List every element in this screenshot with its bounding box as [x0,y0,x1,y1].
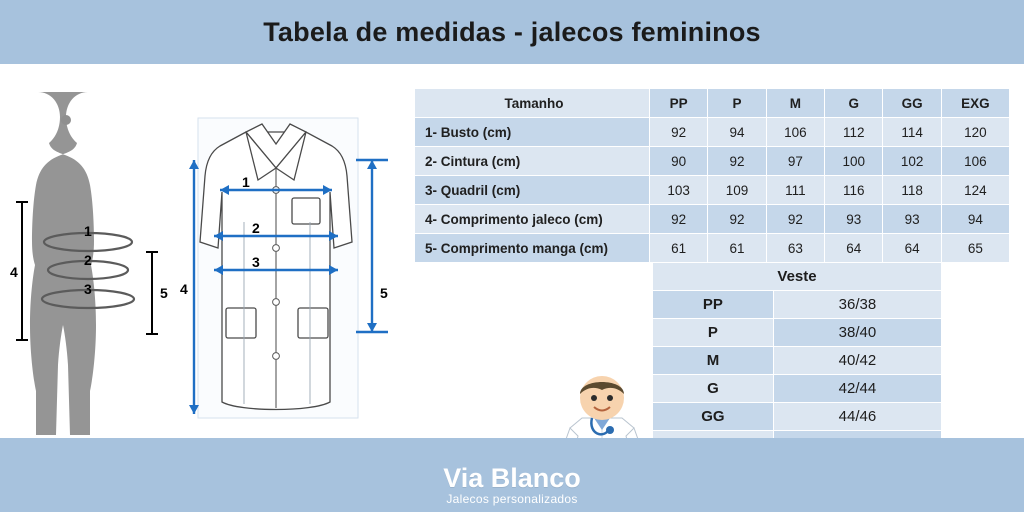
cell-cintura-exg: 106 [941,147,1009,176]
cell-jaleco-g: 93 [825,205,883,234]
cell-cintura-g: 100 [825,147,883,176]
cell-quadril-g: 116 [825,176,883,205]
table-row [415,176,1010,205]
cell-manga-g: 64 [825,234,883,263]
cell-jaleco-p: 92 [708,205,766,234]
measurement-illustration [0,64,400,438]
coat-marker-1: 1 [242,174,250,190]
coat-marker-5: 5 [380,285,388,301]
table-header-row [415,89,1010,118]
page-header [0,0,1024,64]
lab-coat-technical-drawing [180,72,400,442]
veste-size-p: P [653,319,774,347]
veste-size-g: G [653,375,774,403]
cell-quadril-exg: 124 [941,176,1009,205]
cell-manga-m: 63 [766,234,824,263]
cell-quadril-p: 109 [708,176,766,205]
row-label-cintura: 2- Cintura (cm) [415,147,650,176]
cell-manga-p: 61 [708,234,766,263]
row-label-comprimento-manga: 5- Comprimento manga (cm) [415,234,650,263]
header-size-pp: PP [650,89,708,118]
table-row [415,147,1010,176]
coat-marker-2: 2 [252,220,260,236]
header-size-gg: GG [883,89,941,118]
female-silhouette-figure [10,84,180,444]
cell-jaleco-exg: 94 [941,205,1009,234]
table-row [653,347,942,375]
cell-busto-pp: 92 [650,118,708,147]
cell-quadril-gg: 118 [883,176,941,205]
cell-busto-g: 112 [825,118,883,147]
header-size-m: M [766,89,824,118]
veste-value-gg: 44/46 [773,403,941,431]
coat-marker-4: 4 [180,281,188,297]
cell-manga-exg: 65 [941,234,1009,263]
cell-cintura-pp: 90 [650,147,708,176]
silhouette-marker-5: 5 [160,285,168,301]
coat-marker-3: 3 [252,254,260,270]
brand-tagline: Jalecos personalizados [446,492,578,506]
cell-cintura-p: 92 [708,147,766,176]
silhouette-marker-4: 4 [10,264,18,280]
page-title: Tabela de medidas - jalecos femininos [263,16,761,47]
table-row [415,118,1010,147]
measurements-table [414,88,1010,263]
veste-value-pp: 36/38 [773,291,941,319]
cell-jaleco-m: 92 [766,205,824,234]
row-label-busto: 1- Busto (cm) [415,118,650,147]
veste-value-g: 42/44 [773,375,941,403]
silhouette-marker-2: 2 [84,252,92,268]
cell-cintura-gg: 102 [883,147,941,176]
veste-size-gg: GG [653,403,774,431]
silhouette-marker-3: 3 [84,281,92,297]
veste-value-p: 38/40 [773,319,941,347]
table-row [653,375,942,403]
veste-value-m: 40/42 [773,347,941,375]
header-size-g: G [825,89,883,118]
cell-quadril-m: 111 [766,176,824,205]
veste-table [652,262,942,459]
cell-quadril-pp: 103 [650,176,708,205]
cell-jaleco-pp: 92 [650,205,708,234]
brand-block [0,464,1024,506]
veste-header-row [653,263,942,291]
cell-busto-m: 106 [766,118,824,147]
table-row [653,403,942,431]
cell-cintura-m: 97 [766,147,824,176]
header-tamanho: Tamanho [415,89,650,118]
header-size-p: P [708,89,766,118]
table-row [415,205,1010,234]
veste-title: Veste [653,263,942,291]
cell-busto-p: 94 [708,118,766,147]
cell-manga-gg: 64 [883,234,941,263]
cell-manga-pp: 61 [650,234,708,263]
row-label-quadril: 3- Quadril (cm) [415,176,650,205]
brand-name: Via Blanco [443,462,581,493]
cell-jaleco-gg: 93 [883,205,941,234]
row-label-comprimento-jaleco: 4- Comprimento jaleco (cm) [415,205,650,234]
cell-busto-gg: 114 [883,118,941,147]
veste-size-pp: PP [653,291,774,319]
table-row [653,291,942,319]
table-row [653,319,942,347]
silhouette-marker-1: 1 [84,223,92,239]
cell-busto-exg: 120 [941,118,1009,147]
table-row [415,234,1010,263]
veste-size-m: M [653,347,774,375]
header-size-exg: EXG [941,89,1009,118]
